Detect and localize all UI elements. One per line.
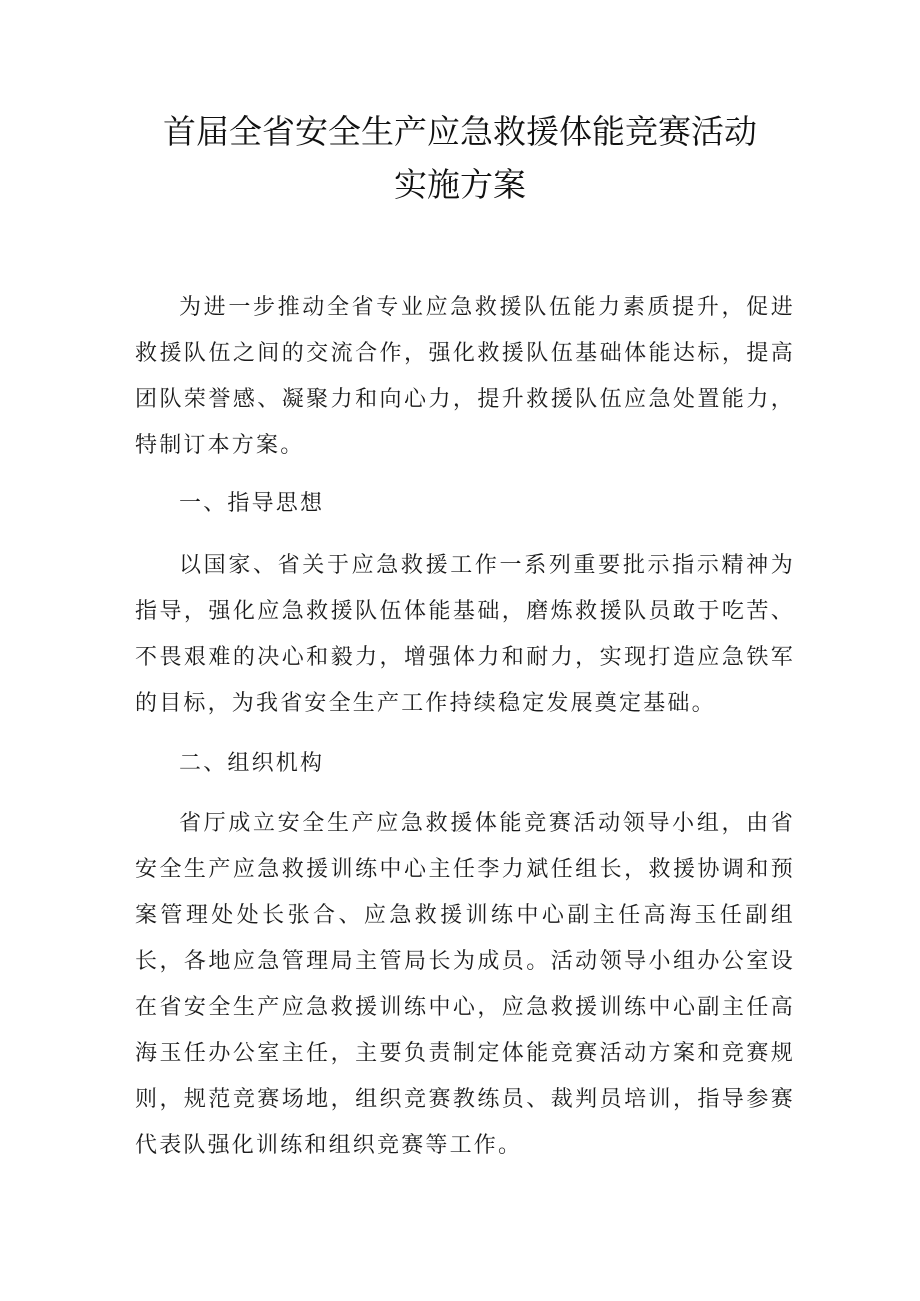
section-heading-guiding-ideology: 一、指导思想 (179, 491, 325, 516)
section-heading-organization: 二、组织机构 (179, 751, 325, 776)
section-paragraph-guiding-ideology: 以国家、省关于应急救援工作一系列重要批示指示精神为指导，强化应急救援队伍体能基础，磨炼救援队员敢于吃苦、不畏艰难的决心和毅力，增强体力和耐力，实现打造应急铁军的目标，为我省安全生产工作持续稳定发展奠定基础。 (135, 553, 795, 716)
section-paragraph-organization: 省厅成立安全生产应急救援体能竞赛活动领导小组，由省安全生产应急救援训练中心主任李力斌任组长，救援协调和预案管理处处长张合、应急救援训练中心副主任高海玉任副组长，各地应急管理局主管局长为成员。活动领导小组办公室设在省安全生产应急救援训练中心，应急救援训练中心副主任高海玉任办公室主任，主要负责制定体能竞赛活动方案和竞赛规则，规范竞赛场地，组织竞赛教练员、裁判员培训，指导参赛代表队强化训练和组织竞赛等工作。 (135, 811, 795, 1158)
document-title-line1: 首届全省安全生产应急救援体能竞赛活动 (163, 112, 757, 151)
document-title-line2: 实施方案 (394, 165, 526, 204)
intro-paragraph: 为进一步推动全省专业应急救援队伍能力素质提升，促进救援队伍之间的交流合作，强化救援队伍基础体能达标，提高团队荣誉感、凝聚力和向心力，提升救援队伍应急处置能力，特制订本方案。 (135, 295, 795, 458)
